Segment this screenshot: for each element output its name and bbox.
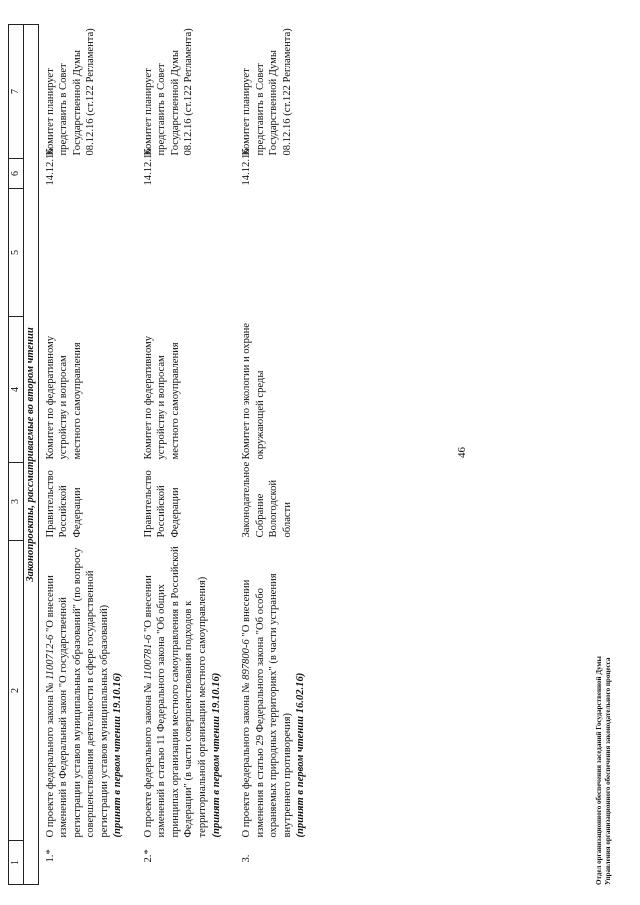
column-5-cell (137, 189, 235, 317)
note: Комитет планирует представить в Совет Государственной Думы 08.12.16 (ст.122 Регламента) (44, 28, 97, 156)
responsible-committee: Комитет по федеративному устройству и вопросам местного самоуправления (142, 335, 181, 460)
review-date: 14.12.16 (142, 148, 154, 186)
table-row (38, 25, 137, 885)
bill-title: "О внесении изменений в Федеральный закон "О государственной регистрации уставов муниципальных образований" (по вопросу совершенствования деятельности в сфере государственной регистрации уставов муниципальных образований) (44, 547, 110, 838)
row-number: 1.* (44, 849, 56, 863)
footer-department: Отдел организационного обеспечения заседаний Государственной Думы (595, 656, 603, 885)
bill-number: 1100781-6 (142, 634, 154, 680)
note: Комитет планирует представить в Совет Государственной Думы 08.12.16 (ст.122 Регламента) (241, 28, 293, 156)
bill-description (235, 541, 320, 841)
column-header-5: 5 (9, 189, 24, 317)
bill-title-prefix: О проекте федерального закона № (142, 679, 154, 838)
bill-number: 897800-6 (241, 639, 253, 680)
column-header-6: 6 (9, 159, 24, 189)
review-date: 14.12.16 (44, 148, 56, 186)
bill-description (38, 541, 137, 841)
reading-status: (принят в первом чтении 19.10.16) (210, 672, 222, 838)
responsible-committee: Комитет по федеративному устройству и вопросам местного самоуправления (44, 335, 83, 460)
review-date: 14.12.16 (241, 148, 253, 186)
column-number-row (9, 25, 24, 885)
responsible-committee: Комитет по экологии и охране окружающей среды (241, 323, 266, 460)
column-header-1: 1 (9, 841, 24, 885)
bill-title-prefix: О проекте федерального закона № (44, 679, 56, 838)
column-header-2: 2 (9, 541, 24, 841)
bill-number: 1100712-6 (44, 634, 56, 680)
bill-title: "О внесении изменения в статью 29 Федерального закона "Об особо охраняемых природных территориях" (в части устранения внутреннего противоречия) (241, 573, 293, 838)
column-header-3: 3 (9, 463, 24, 541)
bill-description (137, 541, 235, 841)
row-number: 3. (241, 854, 253, 863)
table-row (235, 25, 320, 885)
footer-directorate: Управления организационного обеспечения законодательного процесса (603, 657, 612, 885)
section-title: Законопроекты, рассматриваемые во втором чтении (24, 25, 39, 885)
reading-status: (принят в первом чтении 19.10.16) (112, 672, 124, 838)
note: Комитет планирует представить в Совет Государственной Думы 08.12.16 (ст.122 Регламента) (142, 28, 195, 156)
bill-title: "О внесении изменений в статью 11 Федерального закона "Об общих принципах организации местного самоуправления в Российской Федерации" (в части совершенствования подходов к территориальной организации местного самоуправления) (142, 546, 209, 838)
initiator: Законодательное Собрание Вологодской области (241, 461, 293, 538)
initiator: Правительство Российской Федерации (44, 470, 83, 538)
column-header-4: 4 (9, 317, 24, 463)
initiator: Правительство Российской Федерации (142, 470, 181, 538)
column-5-cell (38, 189, 137, 317)
agenda-table (8, 24, 320, 885)
row-number: 2.* (142, 849, 154, 863)
page-number: 46 (456, 447, 468, 458)
bill-title-prefix: О проекте федерального закона № (241, 679, 253, 838)
table-row (137, 25, 235, 885)
column-5-cell (235, 189, 320, 317)
reading-status: (принят в первом чтении 16.02.16) (295, 672, 307, 838)
page-footer (595, 656, 613, 885)
column-header-7: 7 (9, 25, 24, 159)
